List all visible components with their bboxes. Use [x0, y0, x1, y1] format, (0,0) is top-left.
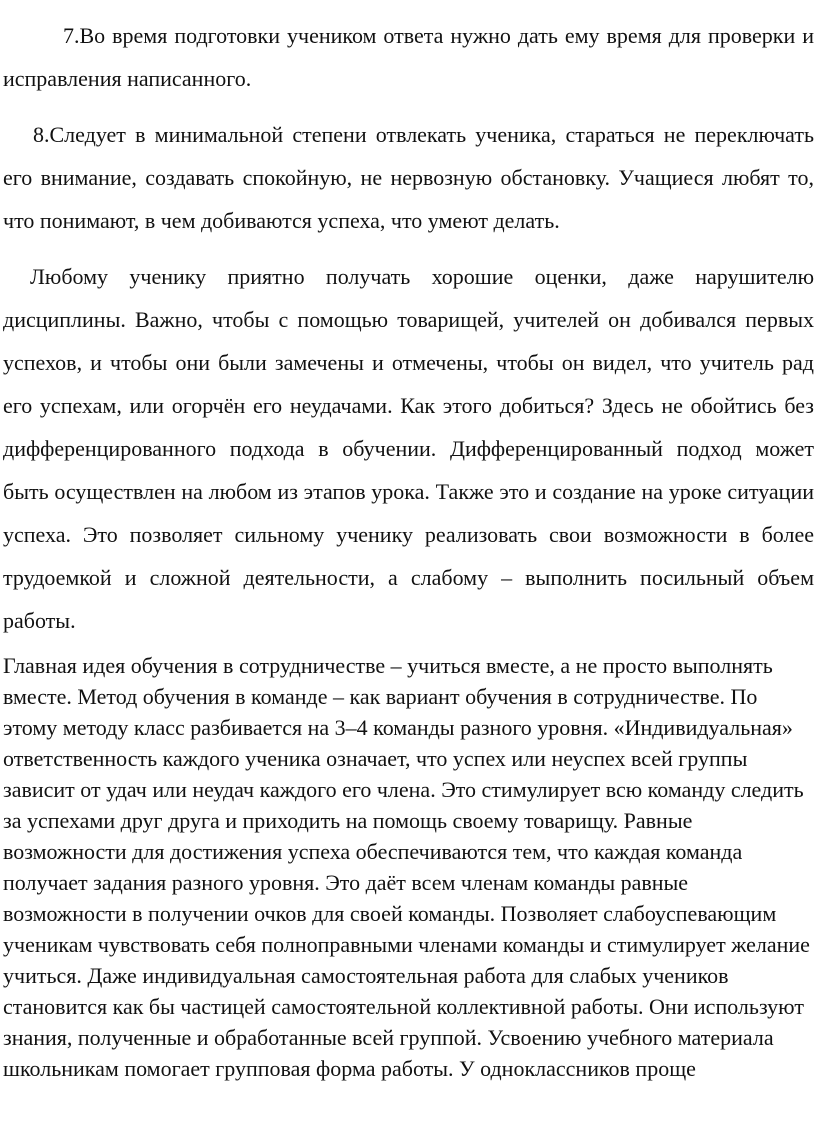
paragraph-8: 8.Следует в минимальной степени отвлекать ученика, стараться не переключать его внимание, создавать спокойную, не нервозную обстановку. Учащиеся любят то, что понимают, в чем добиваются успеха, что умеют делать. — [3, 122, 814, 233]
paragraph-success: Любому ученику приятно получать хорошие оценки, даже нарушителю дисциплины. Важно, чтобы с помощью товарищей, учителей он добивался первых успехов, и чтобы они были замечены и отмечены, чтобы он видел, что учитель рад его успехам, или огорчён его неудачами. Как этого добиться? Здесь не обойтись без дифференцированного подхода в обучении. Дифференцированный подход может быть осуществлен на любом из этапов урока. Также это и создание на уроке ситуации успеха. Это позволяет сильному ученику реализовать свои возможности в более трудоемкой и сложной деятельности, а слабому – выполнить посильный объем работы. — [3, 264, 814, 633]
paragraph-cooperation: Главная идея обучения в сотрудничестве – учиться вместе, а не просто выполнять вместе. Метод обучения в команде – как вариант обучения в сотрудничестве. По этому методу класс разбивается на 3–4 команды разного уровня. «Индивидуальная» ответственность каждого ученика означает, что успех или неуспех всей группы зависит от удач или неудач каждого его члена. Это стимулирует всю команду следить за успехами друг друга и приходить на помощь своему товарищу. Равные возможности для достижения успеха обеспечиваются тем, что каждая команда получает задания разного уровня. Это даёт всем членам команды равные возможности в получении очков для своей команды. Позволяет слабоуспевающим ученикам чувствовать себя полноправными членами команды и стимулирует желание учиться. Даже индивидуальная самостоятельная работа для слабых учеников становится как бы частицей самостоятельной коллективной работы. Они используют знания, полученные и обработанные всей группой. Усвоению учебного материала школьникам помогает групповая форма работы. У одноклассников проще — [3, 653, 810, 1081]
paragraph-7: 7.Во время подготовки учеником ответа нужно дать ему время для проверки и исправления написанного. — [3, 23, 814, 91]
